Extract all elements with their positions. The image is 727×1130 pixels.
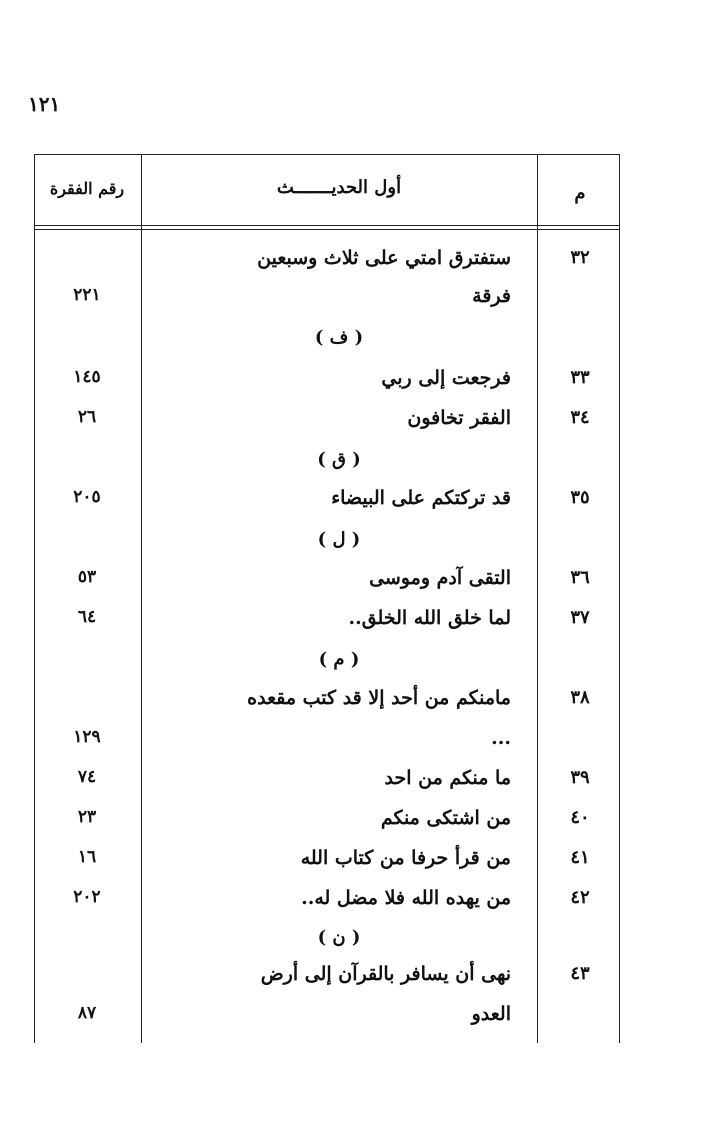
page-number: ١٢١ [28,92,61,116]
letter-row [35,529,619,563]
paragraph-number: ٦٤ [77,607,97,627]
header-rule [35,225,619,226]
table-row [35,767,619,801]
header-rule [35,229,619,230]
section-letter: ( ل ) [317,529,361,550]
paragraph-number: ١٤٥ [73,367,101,387]
hadith-first-words: لما خلق الله الخلق.. [348,607,511,629]
table-row [35,567,619,601]
hadith-number: ٤٠ [570,807,590,828]
paragraph-number: ٢٠٢ [73,887,101,907]
section-letter: ( ن ) [317,927,361,948]
hadith-number: ٣٩ [570,767,590,788]
hadith-number: ٤٢ [570,887,590,908]
letter-row [35,449,619,483]
hadith-first-words-continued: فرقة [472,285,511,307]
table-row [35,607,619,641]
hadith-first-words: قد تركتكم على البيضاء [331,487,511,509]
hadith-first-words: التقى آدم وموسى [369,567,511,589]
hadith-number: ٤١ [570,847,590,868]
hadith-number: ٣٦ [570,567,590,588]
hadith-number: ٣٧ [570,607,590,628]
paragraph-number: ٢٣ [77,807,97,827]
hadith-first-words: نهى أن يسافر بالقرآن إلى أرض [260,963,511,985]
hadith-number: ٣٤ [570,407,590,428]
paragraph-number: ٨٧ [77,1003,97,1023]
section-letter: ( ف ) [314,327,364,348]
paragraph-number: ١٢٩ [73,727,101,747]
header-number: م [574,183,586,204]
table-row [35,807,619,841]
hadith-first-words: مامنكم من أحد إلا قد كتب مقعده [247,687,511,709]
section-letter: ( م ) [318,649,360,670]
paragraph-number: ٢٦ [77,407,97,427]
hadith-first-words-continued: ... [491,727,511,749]
hadith-first-words-continued: العدو [471,1003,511,1025]
hadith-first-words: من يهده الله فلا مضل له.. [301,887,511,909]
hadith-first-words: فرجعت إلى ربي [381,367,511,389]
table-row [35,247,619,281]
table-row [35,687,619,721]
header-paragraph-number: رقم الفقرة [49,179,125,198]
paragraph-number: ٥٣ [77,567,97,587]
hadith-number: ٤٣ [570,963,590,984]
hadith-number: ٣٥ [570,487,590,508]
table-row [35,407,619,441]
table-row [35,963,619,997]
letter-row [35,927,619,961]
hadith-first-words: الفقر تخافون [407,407,511,429]
letter-row [35,649,619,683]
paragraph-number: ٢٠٥ [73,487,101,507]
hadith-first-words: من اشتكى منكم [380,807,511,829]
hadith-number: ٣٢ [570,247,590,268]
paragraph-number: ٢٢١ [73,285,101,305]
section-letter: ( ق ) [317,449,361,470]
letter-row [35,327,619,361]
hadith-number: ٣٣ [570,367,590,388]
header-first-words: أول الحديـــــــث [276,177,402,198]
table-row [35,367,619,401]
hadith-number: ٣٨ [570,687,590,708]
table-row-continuation [35,727,619,761]
hadith-first-words: من قرأ حرفا من كتاب الله [300,847,511,869]
paragraph-number: ٧٤ [77,767,97,787]
table-row [35,887,619,921]
table-row [35,847,619,881]
hadith-first-words: ما منكم من احد [384,767,511,789]
table-row-continuation [35,285,619,319]
table-row-continuation [35,1003,619,1037]
index-table [34,154,620,1043]
paragraph-number: ١٦ [77,847,97,867]
hadith-first-words: ستفترق امتي على ثلاث وسبعين [257,247,511,269]
table-row [35,487,619,521]
